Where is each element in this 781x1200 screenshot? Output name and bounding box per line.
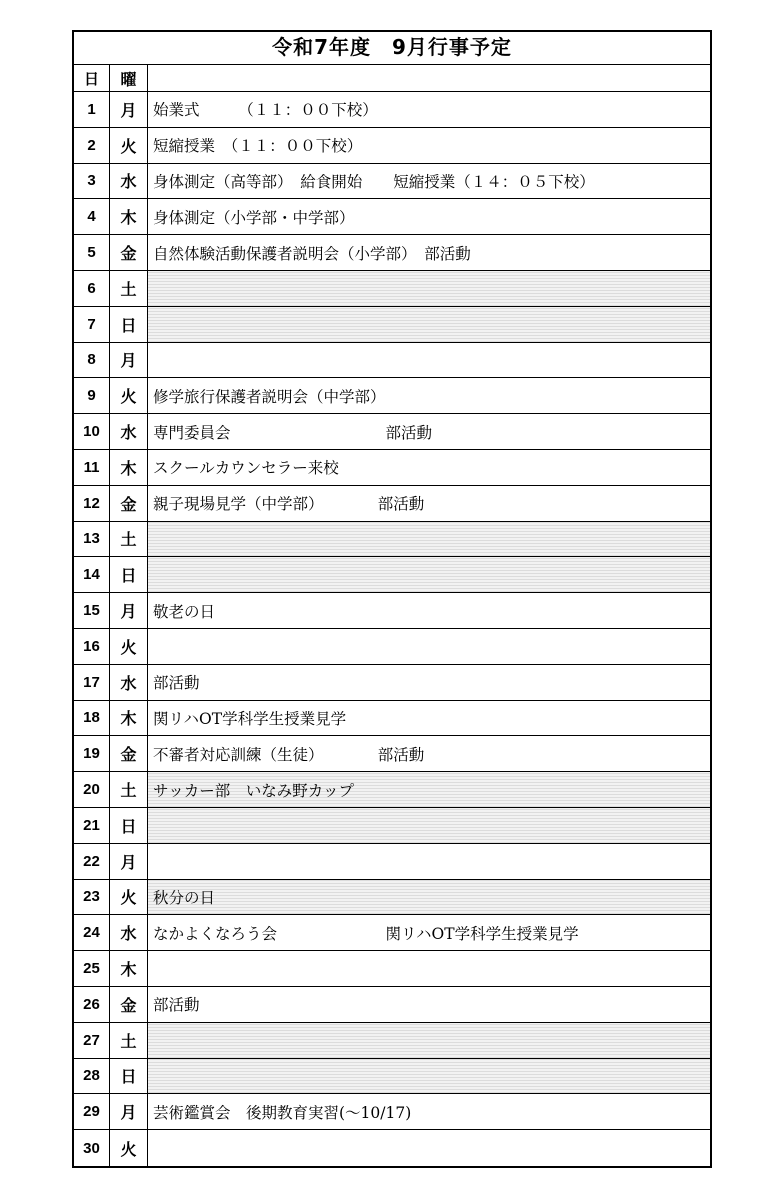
events-cell [148, 629, 710, 664]
events-cell [148, 522, 710, 557]
weekday-cell: 水 [110, 164, 148, 199]
header-weekday: 曜 [110, 65, 148, 91]
table-row [74, 880, 710, 916]
events-cell [148, 951, 710, 986]
weekday-cell: 木 [110, 701, 148, 736]
events-cell: 不審者対応訓練（生徒） 部活動 [153, 745, 425, 764]
day-cell: 12 [74, 486, 110, 521]
events-cell: 身体測定（高等部） 給食開始 短縮授業（１４：０５下校） [153, 172, 595, 191]
table-row [74, 1023, 710, 1059]
weekday-cell: 土 [110, 271, 148, 306]
events-cell: 関リハOT学科学生授業見学 [153, 709, 347, 728]
table-row [74, 1094, 710, 1130]
day-cell: 21 [74, 808, 110, 843]
day-cell: 13 [74, 522, 110, 557]
table-row [74, 987, 710, 1023]
day-cell: 20 [74, 772, 110, 807]
events-cell [148, 1023, 710, 1058]
events-cell: なかよくなろう会 関リハOT学科学生授業見学 [153, 924, 579, 943]
weekday-cell: 火 [110, 378, 148, 413]
day-cell: 4 [74, 199, 110, 234]
events-cell: スクールカウンセラー来校 [153, 459, 339, 478]
table-row [74, 164, 710, 200]
weekday-cell: 木 [110, 199, 148, 234]
table-row [74, 307, 710, 343]
table-row [74, 844, 710, 880]
day-cell: 2 [74, 128, 110, 163]
table-row [74, 808, 710, 844]
weekday-cell: 金 [110, 235, 148, 270]
day-cell: 8 [74, 343, 110, 378]
header-day: 日 [74, 65, 110, 91]
day-cell: 28 [74, 1059, 110, 1094]
table-row [74, 486, 710, 522]
day-cell: 24 [74, 915, 110, 950]
events-cell: 自然体験活動保護者説明会（小学部） 部活動 [153, 244, 471, 263]
table-row [74, 343, 710, 379]
weekday-cell: 水 [110, 414, 148, 449]
day-cell: 10 [74, 414, 110, 449]
events-cell [148, 808, 710, 843]
day-cell: 27 [74, 1023, 110, 1058]
events-cell: 部活動 [153, 996, 200, 1015]
weekday-cell: 火 [110, 128, 148, 163]
day-cell: 22 [74, 844, 110, 879]
weekday-cell: 土 [110, 1023, 148, 1058]
day-cell: 30 [74, 1130, 110, 1166]
table-row [74, 701, 710, 737]
events-cell: 専門委員会 部活動 [153, 423, 433, 442]
table-body [74, 92, 710, 1166]
weekday-cell: 火 [110, 629, 148, 664]
day-cell: 14 [74, 557, 110, 592]
weekday-cell: 木 [110, 951, 148, 986]
table-row [74, 271, 710, 307]
events-cell: 短縮授業 （１１：００下校） [153, 137, 363, 156]
table-row [74, 736, 710, 772]
table-row [74, 199, 710, 235]
weekday-cell: 土 [110, 522, 148, 557]
table-row [74, 951, 710, 987]
events-cell: サッカー部 いなみ野カップ [148, 772, 710, 807]
events-cell [148, 1130, 710, 1166]
events-cell [148, 557, 710, 592]
day-cell: 6 [74, 271, 110, 306]
events-cell: 部活動 [153, 674, 200, 693]
day-cell: 5 [74, 235, 110, 270]
day-cell: 19 [74, 736, 110, 771]
day-cell: 9 [74, 378, 110, 413]
day-cell: 3 [74, 164, 110, 199]
day-cell: 23 [74, 880, 110, 915]
events-cell: 身体測定（小学部・中学部） [153, 208, 355, 227]
table-row [74, 522, 710, 558]
table-row [74, 665, 710, 701]
table-row [74, 557, 710, 593]
weekday-cell: 水 [110, 915, 148, 950]
day-cell: 25 [74, 951, 110, 986]
day-cell: 7 [74, 307, 110, 342]
events-cell: 敬老の日 [153, 602, 216, 621]
day-cell: 15 [74, 593, 110, 628]
table-row [74, 235, 710, 271]
weekday-cell: 日 [110, 808, 148, 843]
weekday-cell: 金 [110, 486, 148, 521]
weekday-cell: 金 [110, 987, 148, 1022]
table-row [74, 92, 710, 128]
table-row [74, 629, 710, 665]
table-row [74, 450, 710, 486]
weekday-cell: 日 [110, 1059, 148, 1094]
page-title: 令和7年度 9月行事予定 [74, 32, 710, 65]
table-row [74, 915, 710, 951]
day-cell: 16 [74, 629, 110, 664]
table-row [74, 128, 710, 164]
day-cell: 29 [74, 1094, 110, 1129]
table-row [74, 1130, 710, 1166]
events-cell: 秋分の日 [148, 880, 710, 915]
weekday-cell: 月 [110, 844, 148, 879]
table-row [74, 378, 710, 414]
events-cell: 芸術鑑賞会 後期教育実習(～10/17) [153, 1103, 412, 1122]
weekday-cell: 金 [110, 736, 148, 771]
events-cell: 親子現場見学（中学部） 部活動 [153, 495, 425, 514]
day-cell: 26 [74, 987, 110, 1022]
weekday-cell: 水 [110, 665, 148, 700]
weekday-cell: 火 [110, 880, 148, 915]
table-row [74, 414, 710, 450]
events-cell: 始業式 （１１：００下校） [153, 101, 378, 120]
events-cell [148, 844, 710, 879]
events-cell [148, 343, 710, 378]
events-cell [148, 1059, 710, 1094]
table-row [74, 1059, 710, 1095]
weekday-cell: 月 [110, 92, 148, 127]
events-cell [148, 271, 710, 306]
table-row [74, 772, 710, 808]
weekday-cell: 月 [110, 593, 148, 628]
schedule-table [72, 30, 712, 1168]
weekday-cell: 木 [110, 450, 148, 485]
day-cell: 18 [74, 701, 110, 736]
day-cell: 11 [74, 450, 110, 485]
table-header-row [74, 65, 710, 92]
weekday-cell: 火 [110, 1130, 148, 1166]
table-row [74, 593, 710, 629]
day-cell: 17 [74, 665, 110, 700]
header-events [148, 65, 710, 91]
events-cell [148, 307, 710, 342]
weekday-cell: 月 [110, 343, 148, 378]
weekday-cell: 日 [110, 557, 148, 592]
weekday-cell: 月 [110, 1094, 148, 1129]
weekday-cell: 日 [110, 307, 148, 342]
weekday-cell: 土 [110, 772, 148, 807]
day-cell: 1 [74, 92, 110, 127]
events-cell: 修学旅行保護者説明会（中学部） [153, 387, 386, 406]
